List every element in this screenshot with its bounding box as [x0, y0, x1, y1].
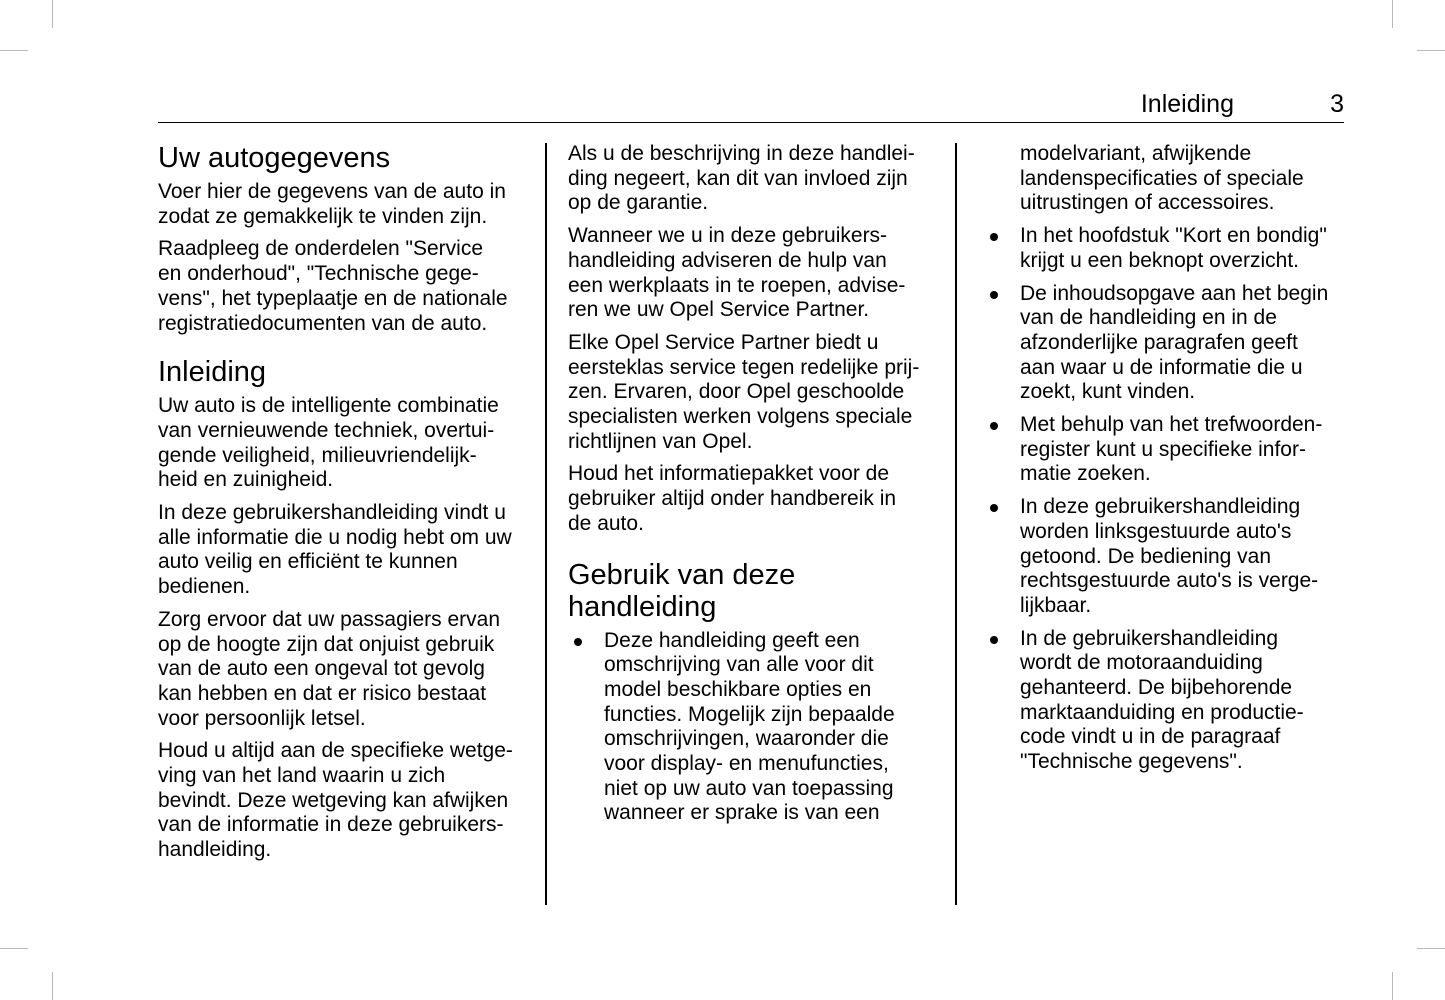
- bullet-item: In het hoofdstuk "Kort en bondig" krijgt u een beknopt overzicht.: [984, 224, 1346, 273]
- paragraph: Raadpleeg de onderdelen "Service en onderhoud", "Technische gege- vens", het typeplaatje en de nationale registratiedocumenten van de auto.: [158, 237, 508, 335]
- bullet-item: De inhoudsopgave aan het begin van de handleiding en in de afzonderlijke paragrafen geeft aan waar u de informatie die u zoekt, kunt vinden.: [984, 282, 1346, 406]
- paragraph: Voer hier de gegevens van de auto in zodat ze gemakkelijk te vinden zijn.: [158, 180, 506, 228]
- section-heading-autogegevens: Uw autogegevens: [158, 142, 391, 174]
- paragraph: Zorg ervoor dat uw passagiers ervan op de hoogte zijn dat onjuist gebruik van de auto een ongeval tot gevolg kan hebben en dat er risico bestaat voor persoonlijk letsel.: [158, 607, 500, 730]
- bullet-item: Met behulp van het trefwoorden- register kunt u specifieke infor- matie zoeken.: [984, 413, 1346, 487]
- paragraph: Als u de beschrijving in deze handlei- ding negeert, kan dit van invloed zijn op de garantie.: [568, 142, 915, 215]
- bullet-item: In deze gebruikershandleiding worden linksgestuurde auto's getoond. De bediening van rechtsgestuurde auto's is verge- lijkbaar.: [984, 495, 1346, 619]
- crop-mark: [1392, 972, 1393, 1000]
- bullet-item: In de gebruikershandleiding wordt de motoraanduiding gehanteerd. De bijbehorende marktaanduiding en productie- code vindt u in de paragraaf "Technische gegevens".: [984, 627, 1346, 775]
- paragraph: Houd het informatiepakket voor de gebruiker altijd onder handbereik in de auto.: [568, 462, 897, 535]
- header-section-title: Inleiding: [1140, 90, 1234, 118]
- crop-mark: [52, 0, 53, 28]
- column-right: [984, 142, 1346, 783]
- crop-mark: [1392, 0, 1393, 28]
- section-heading-inleiding: Inleiding: [158, 356, 267, 389]
- crop-mark: [1417, 50, 1445, 51]
- paragraph: Wanneer we u in deze gebruikers- handleiding adviseren de hulp van een werkplaats in te roepen, advise- ren we uw Opel Service Partner.: [568, 224, 906, 322]
- column-divider: [545, 143, 547, 905]
- page-header: [158, 88, 1344, 123]
- bullet-continuation: modelvariant, afwijkende landenspecificaties of speciale uitrustingen of accessoires.: [1020, 142, 1304, 215]
- paragraph: Uw auto is de intelligente combinatie van vernieuwende techniek, overtui- gende veiligheid, milieuvriendelijk- heid en zuinigheid.: [158, 394, 499, 492]
- column-middle: [568, 142, 940, 834]
- section-heading-gebruik: Gebruik van deze handleiding: [568, 558, 796, 623]
- page-number: 3: [1330, 90, 1344, 118]
- bullet-list: [568, 629, 940, 827]
- paragraph: Houd u altijd aan de specifieke wetge- ving van het land waarin u zich bevindt. Deze wetgeving kan afwijken van de informatie in deze gebruikers- handleiding.: [158, 739, 513, 862]
- crop-mark: [52, 972, 53, 1000]
- column-left: [158, 142, 530, 871]
- paragraph: In deze gebruikershandleiding vindt u alle informatie die u nodig hebt om uw auto veilig en efficiënt te kunnen bedienen.: [158, 501, 512, 599]
- column-divider: [955, 143, 957, 905]
- crop-mark: [0, 50, 28, 51]
- bullet-list: [984, 224, 1346, 775]
- paragraph: Elke Opel Service Partner biedt u eersteklas service tegen redelijke prij- zen. Ervaren, door Opel geschoolde specialisten werken volgens speciale richtlijnen van Opel.: [568, 330, 920, 453]
- crop-mark: [0, 948, 28, 949]
- bullet-item: Deze handleiding geeft een omschrijving van alle voor dit model beschikbare opties en functies. Mogelijk zijn bepaalde omschrijvingen, waaronder die voor display- en menufuncties, niet op uw auto van toepassing wanneer er sprake is van een: [568, 629, 940, 827]
- crop-mark: [1417, 948, 1445, 949]
